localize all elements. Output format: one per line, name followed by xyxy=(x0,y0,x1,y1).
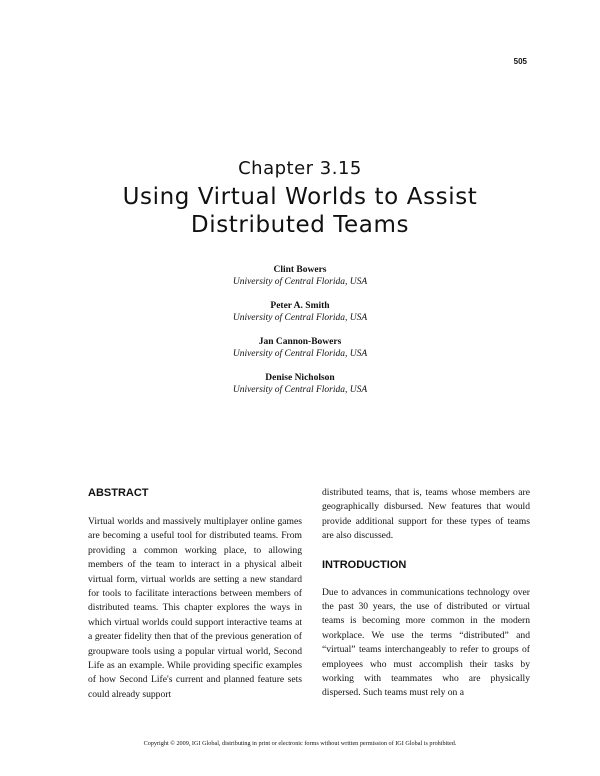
abstract-continuation: distributed teams, that is, teams whose members are geographically disbursed. New features that would provide additional support for these types of teams are also discussed. xyxy=(322,487,530,542)
title-line: Using Virtual Worlds to Assist xyxy=(122,184,478,210)
introduction-text: Due to advances in communications technology over the past 30 years, the use of distributed or virtual teams is becoming more common in the modern workplace. We use the terms “distributed” and “virtual” teams interchangeably to refer to groups of employees who must accomplish their tasks by working with teammates who are physically dispersed. Such teams must rely on a xyxy=(322,586,530,699)
author-name: Peter A. Smith xyxy=(270,301,330,311)
author-list xyxy=(0,264,600,408)
left-column xyxy=(88,486,302,702)
author-affiliation: University of Central Florida, USA xyxy=(232,349,368,359)
author-affiliation: University of Central Florida, USA xyxy=(232,313,368,323)
introduction-heading: INTRODUCTION xyxy=(322,558,407,571)
author-block xyxy=(0,264,600,288)
page-number: 505 xyxy=(513,57,527,66)
author-name: Jan Cannon-Bowers xyxy=(258,337,342,347)
author-name: Denise Nicholson xyxy=(265,373,335,383)
author-block xyxy=(0,300,600,324)
right-column xyxy=(322,486,530,701)
author-block xyxy=(0,336,600,360)
copyright-footer: Copyright © 2009, IGI Global, distributing in print or electronic forms without written permission of IGI Global is prohibited. xyxy=(143,740,457,747)
author-name: Clint Bowers xyxy=(273,265,327,275)
abstract-heading: ABSTRACT xyxy=(88,487,149,499)
chapter-title xyxy=(0,183,600,239)
author-affiliation: University of Central Florida, USA xyxy=(232,385,368,395)
title-line: Distributed Teams xyxy=(190,212,410,238)
chapter-label: Chapter 3.15 xyxy=(238,158,362,179)
author-affiliation: University of Central Florida, USA xyxy=(232,277,368,287)
author-block xyxy=(0,372,600,396)
abstract-text: Virtual worlds and massively multiplayer online games are becoming a useful tool for distributed teams. From providing a common working place, to allowing members of the team to interact in a physical albeit virtual form, virtual worlds are setting a new standard for tools to facilitate interactions between members of distributed teams. This chapter explores the ways in which virtual worlds could support interactive teams at a greater fidelity then that of the previous generation of groupware tools using a popular virtual world, Second Life as an example. While providing specific examples of how Second Life's current and planned feature sets could already support xyxy=(88,516,302,700)
